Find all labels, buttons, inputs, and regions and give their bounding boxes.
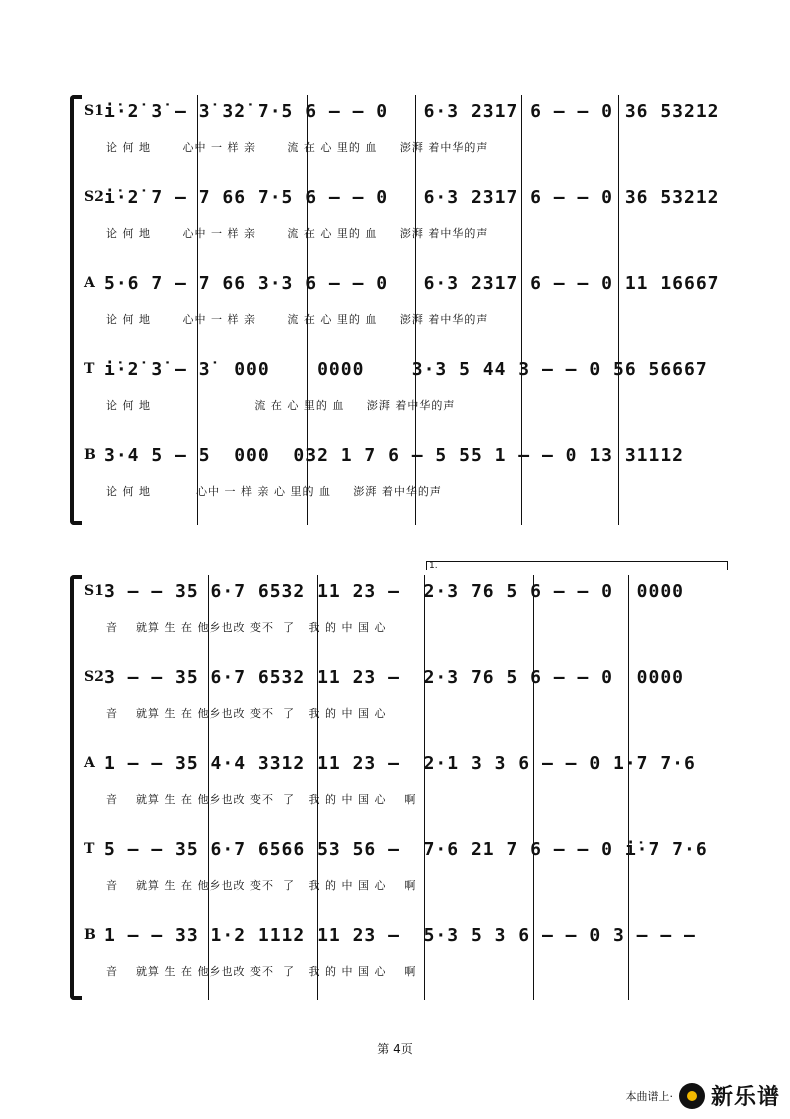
footer-note: 本曲谱上· <box>625 1089 673 1103</box>
volta-label: 1. <box>429 561 438 571</box>
lyrics: 音 就算 生 在 他乡也改 变不 了 我 的 中 国 心 <box>106 707 387 720</box>
part-label: S1 <box>84 103 104 119</box>
part-label: A <box>84 755 95 771</box>
part-label: S1 <box>84 583 104 599</box>
notation: i̇·2̇ 3̇ – 3̇ 000 0000 3·3 5 44 3 – – 0 56 56667 <box>104 359 708 380</box>
lyrics: 音 就算 生 在 他乡也改 变不 了 我 的 中 国 心 啊 <box>106 793 417 806</box>
score-system-2 <box>70 561 730 1000</box>
voice-row-b <box>70 439 730 535</box>
notation: 5 – – 35 6·7 6566 53 56 – 7·6 21 7 6 – – 0 i̇·7 7·6 <box>104 839 708 860</box>
voice-row-a <box>70 747 730 843</box>
notation: 1 – – 33 1·2 1112 11 23 – 5·3 5 3 6 – – 0 3 – – – <box>104 925 696 946</box>
voice-row-s1 <box>70 95 730 191</box>
voice-row-t <box>70 833 730 929</box>
first-ending-bracket <box>426 561 728 570</box>
notation: 5·6 7 – 7 66 3·3 6 – – 0 6·3 2317 6 – – 0 11 16667 <box>104 273 720 294</box>
notation: 1 – – 35 4·4 3312 11 23 – 2·1 3 3 6 – – 0 1·7 7·6 <box>104 753 696 774</box>
lyrics: 论 何 地 心中 一 样 亲 流 在 心 里的 血 澎湃 着中华的声 <box>106 227 489 240</box>
notation: 3 – – 35 6·7 6532 11 23 – 2·3 76 5 6 – – 0 0000 <box>104 581 685 602</box>
notation: 3·4 5 – 5 000 032 1 7 6 – 5 55 1 – – 0 13 31112 <box>104 445 685 466</box>
lyrics: 音 就算 生 在 他乡也改 变不 了 我 的 中 国 心 啊 <box>106 965 417 978</box>
part-label: B <box>84 927 96 943</box>
footer-watermark <box>625 1080 780 1111</box>
notation: i̇·2̇ 7 – 7 66 7·5 6 – – 0 6·3 2317 6 – – 0 36 53212 <box>104 187 720 208</box>
notation: 3 – – 35 6·7 6532 11 23 – 2·3 76 5 6 – – 0 0000 <box>104 667 685 688</box>
voice-row-s2 <box>70 181 730 277</box>
notation: i̇·2̇ 3̇ – 3̇ 3̇2̇ 7·5 6 – – 0 6·3 2317 6 – – 0 36 53212 <box>104 101 720 122</box>
voice-row-t <box>70 353 730 449</box>
lyrics: 论 何 地 心中 一 样 亲 流 在 心 里的 血 澎湃 着中华的声 <box>106 141 489 154</box>
part-label: B <box>84 447 96 463</box>
lyrics: 论 何 地 心中 一 样 亲 心 里的 血 澎湃 着中华的声 <box>106 485 442 498</box>
voice-row-a <box>70 267 730 363</box>
lyrics: 论 何 地 心中 一 样 亲 流 在 心 里的 血 澎湃 着中华的声 <box>106 313 489 326</box>
lyrics: 音 就算 生 在 他乡也改 变不 了 我 的 中 国 心 啊 <box>106 879 417 892</box>
brand-logo-text: 新乐谱 <box>710 1085 780 1110</box>
page-number: 第 4页 <box>377 1042 413 1056</box>
part-label: T <box>84 841 95 857</box>
record-disc-icon <box>679 1083 705 1109</box>
part-label: T <box>84 361 95 377</box>
voice-row-s2 <box>70 661 730 757</box>
lyrics: 音 就算 生 在 他乡也改 变不 了 我 的 中 国 心 <box>106 621 387 634</box>
voice-row-b <box>70 919 730 1015</box>
part-label: A <box>84 275 95 291</box>
lyrics: 论 何 地 流 在 心 里的 血 澎湃 着中华的声 <box>106 399 456 412</box>
score-system-1 <box>70 95 730 525</box>
part-label: S2 <box>84 669 104 685</box>
part-label: S2 <box>84 189 104 205</box>
voice-row-s1 <box>70 575 730 671</box>
